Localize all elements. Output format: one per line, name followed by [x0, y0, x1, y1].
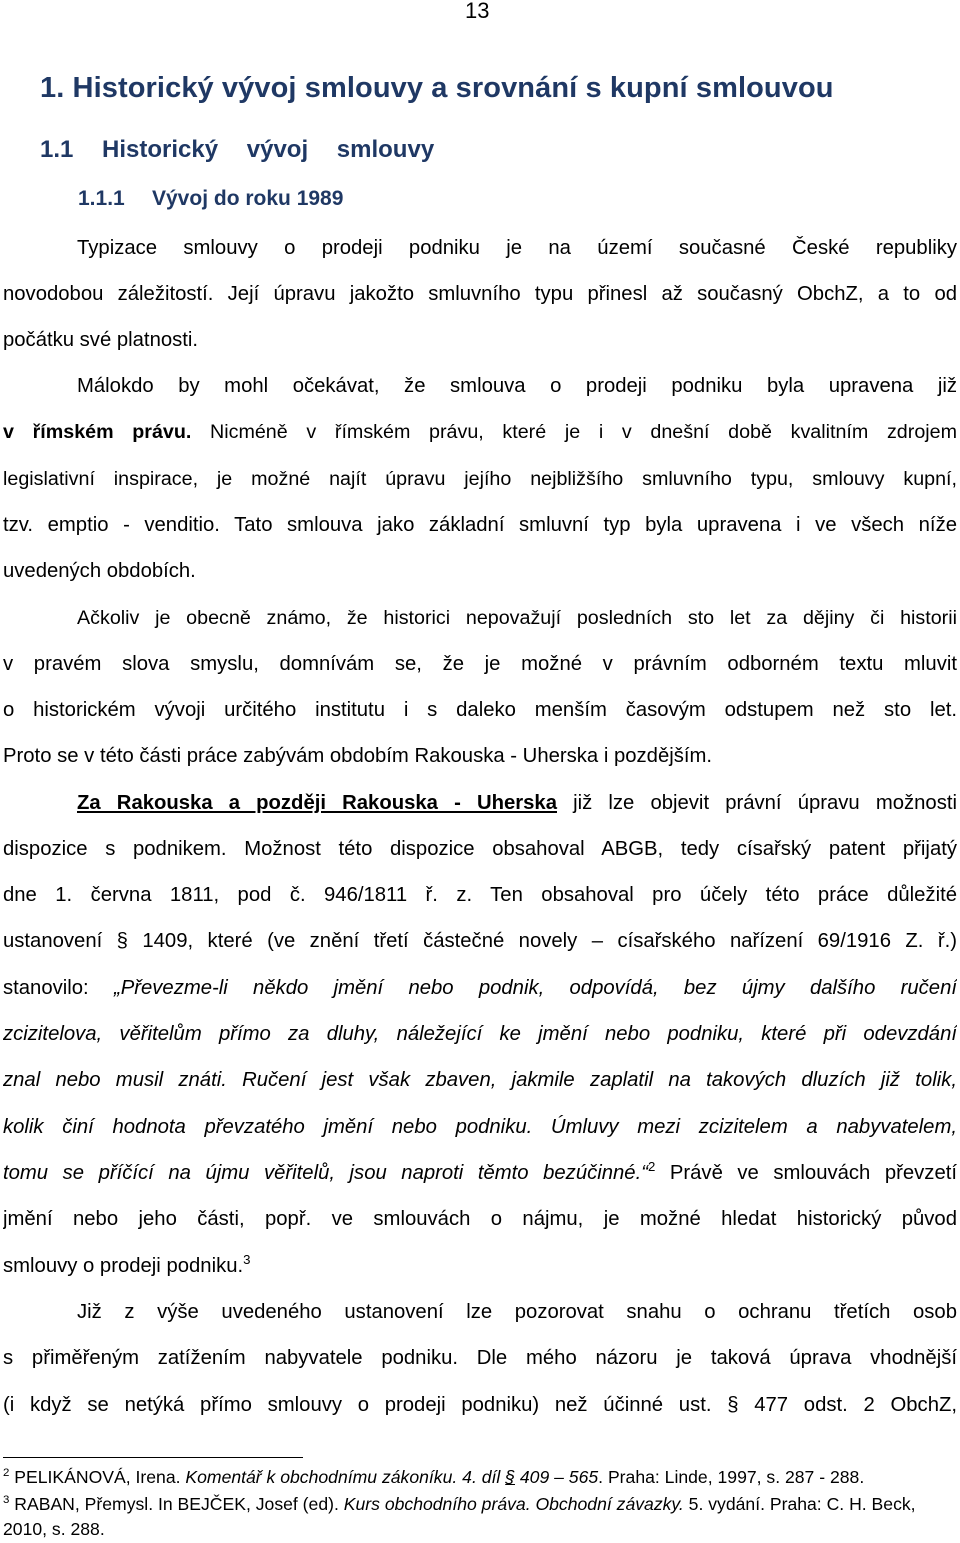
text-line: ustanovení § 1409, které (ve znění třetí částečné novely – císařského nařízení 69/1916 Z. ř.) — [3, 930, 957, 952]
text-line: legislativní inspirace, je možné najít úpravu jejího nejbližšího smluvního typu, smlouvy kupní, — [3, 468, 957, 490]
text-line: kolik činí hodnota převzatého jmění nebo podniku. Úmluvy mezi zcizitelem a nabyvatelem, — [3, 1116, 957, 1138]
bold-phrase: v římském právu. — [3, 421, 192, 443]
text-line: Typizace smlouvy o prodeji podniku je na území současné České republiky — [77, 237, 957, 259]
text-line: novodobou záležitostí. Její úpravu jakožto smluvního typu přinesl až současný ObchZ, a to od — [3, 283, 957, 305]
footnote-ref: 2 — [647, 1159, 656, 1175]
text-line: s přiměřeným zatížením nabyvatele podniku. Dle mého názoru je taková úprava vhodnější — [3, 1347, 957, 1369]
text-line: tomu se příčící na újmu věřitelů, jsou naproti těmto bezúčinné.“$^2$ Právě ve smlouvách převzetí — [3, 1159, 957, 1184]
text-line: v římském právu. Nicméně v římském právu, které je i v dnešní době kvalitním zdrojem — [3, 421, 957, 443]
chapter-heading: 1. Historický vývoj smlouvy a srovnání s kupní smlouvou — [40, 72, 834, 104]
text-line: stanovilo: „Převezme-li někdo jmění nebo podnik, odpovídá, bez újmy dalšího ručení — [3, 977, 957, 999]
text-line: zcizitelova, věřitelům přímo za dluhy, náležející ke jmění nebo podniku, které při odevzdání — [3, 1023, 957, 1045]
text-line: dne 1. června 1811, pod č. 946/1811 ř. z. Ten obsahoval pro účely této práce důležité — [3, 884, 957, 906]
footnote-mark: 2 — [3, 1467, 10, 1480]
text-line: znal nebo musil znáti. Ručení jest však zbaven, jakmile zaplatil na takových dluzích již tolik, — [3, 1069, 957, 1091]
footnote-ref: 3 — [243, 1252, 251, 1268]
underlined-bold-phrase: Za Rakouska a později Rakouska - Uherska — [77, 792, 557, 814]
text-line: v pravém slova smyslu, domnívám se, že je možné v právním odborném textu mluvit — [3, 653, 957, 675]
text-line: o historickém vývoji určitého institutu i s daleko menším časovým odstupem než sto let. — [3, 699, 957, 721]
text-line: Za Rakouska a později Rakouska - Uherska již lze objevit právní úpravu možnosti — [77, 792, 957, 814]
footnote: $^3$ RABAN, Přemysl. In BEJČEK, Josef (ed). Kurs obchodního práva. Obchodní závazky. 5. vydání. Praha: C. H. Beck, — [3, 1494, 916, 1514]
footnote-continuation: 2010, s. 288. — [3, 1519, 105, 1539]
section-heading: 1.1 Historický vývoj smlouvy — [40, 136, 435, 163]
subsection-number: 1.1.1 — [78, 187, 125, 210]
footnote-mark: 3 — [3, 1494, 10, 1507]
text-line: (i když se netýká přímo smlouvy o prodeji podniku) než účinné ust. § 477 odst. 2 ObchZ, — [3, 1394, 957, 1416]
text-line: Již z výše uvedeného ustanovení lze pozorovat snahu o ochranu třetích osob — [77, 1301, 957, 1323]
footnote: $^2$ PELIKÁNOVÁ, Irena. Komentář k obchodnímu zákoníku. 4. díl § 409 – 565. Praha: Linde, 1997, s. 287 - 288. — [3, 1467, 865, 1487]
page-number: 13 — [465, 0, 490, 23]
subsection-title: Vývoj do roku 1989 — [152, 187, 344, 210]
subsection-heading — [78, 187, 343, 211]
text-line: Málokdo by mohl očekávat, že smlouva o prodeji podniku byla upravena již — [77, 375, 957, 397]
text-line: Ačkoliv je obecně známo, že historici nepovažují posledních sto let za dějiny či historii — [77, 607, 957, 629]
text-line: uvedených obdobích. — [3, 560, 196, 582]
footnote-separator — [3, 1457, 303, 1458]
text-line: Proto se v této části práce zabývám obdobím Rakouska - Uherska i pozdějším. — [3, 745, 713, 767]
text-line: dispozice s podnikem. Možnost této dispozice obsahoval ABGB, tedy císařský patent přijatý — [3, 838, 957, 860]
text-line: jmění nebo jeho části, popř. ve smlouvách o nájmu, je možné hledat historický původ — [3, 1208, 957, 1230]
text-line: smlouvy o prodeji podniku.$^3$ — [3, 1252, 251, 1277]
text-line: tzv. emptio - venditio. Tato smlouva jako základní smluvní typ byla upravena i ve všech níže — [3, 514, 957, 536]
text-line: počátku své platnosti. — [3, 329, 199, 351]
quoted-law-text: „Převezme-li někdo jmění nebo podnik, odpovídá, bez újmy dalšího ručení — [113, 977, 957, 999]
